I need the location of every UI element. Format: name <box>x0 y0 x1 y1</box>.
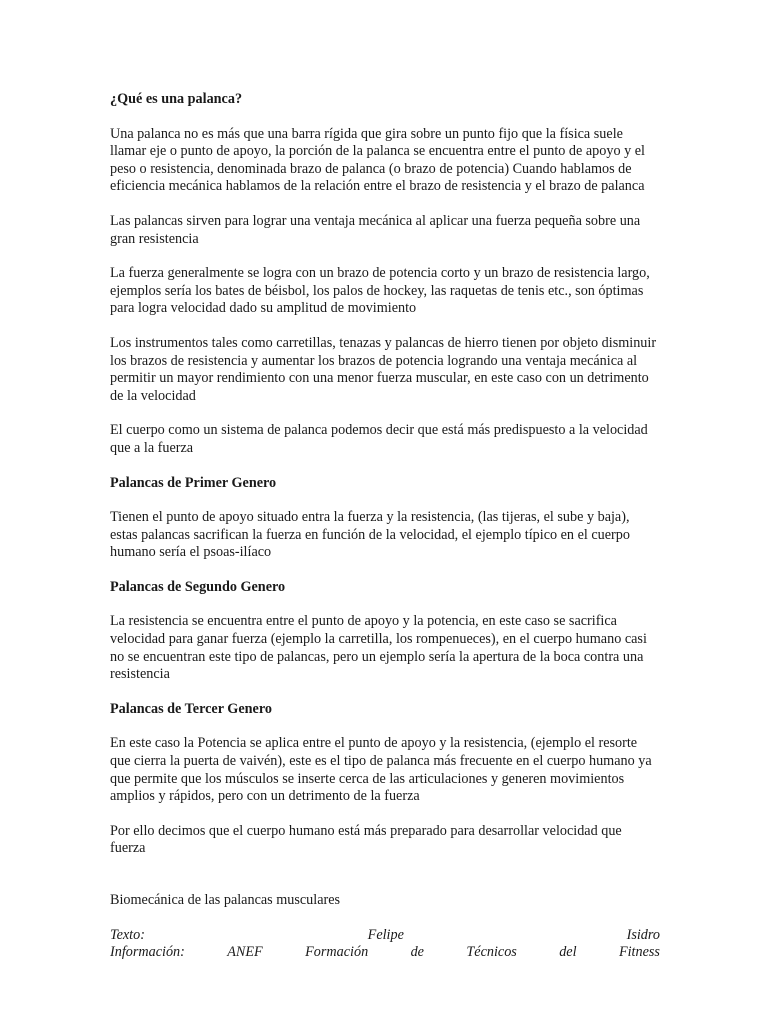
credit-word: Información: <box>110 944 185 961</box>
credit-word: del <box>559 944 577 961</box>
section-heading: Palancas de Primer Genero <box>110 474 277 491</box>
section-text: Tienen el punto de apoyo situado entra la fuerza y la resistencia, (las tijeras, el sube y baja), estas palancas sacrifican la fuerza en función de la velocidad, el ejemplo típico en el cuerpo humano sería el psoas-ilíaco <box>110 509 630 561</box>
credit-word: de <box>410 944 424 961</box>
paragraph: Los instrumentos tales como carretillas, tenazas y palancas de hierro tienen por objeto disminuir los brazos de resistencia y aumentar los brazos de potencia logrando una ventaja mecánica al permitir un mayor rendimiento con una menor fuerza muscular, en este caso con un detrimento de la velocidad <box>110 334 657 404</box>
credit-word: ANEF <box>227 944 263 961</box>
document-title: ¿Qué es una palanca? <box>110 91 243 107</box>
credit-word: Felipe <box>367 926 404 943</box>
section-heading: Palancas de Segundo Genero <box>110 578 286 595</box>
credit-word: Texto: <box>110 926 145 943</box>
document-body <box>110 91 660 962</box>
credit-word: Formación <box>305 944 369 961</box>
credit-word: Isidro <box>626 926 660 943</box>
section-text: En este caso la Potencia se aplica entre el punto de apoyo y la resistencia, (ejemplo el resorte que cierra la puerta de vaivén), este es el tipo de palanca más frecuente en el cuerpo humano ya que permite que los músculos se inserte cerca de las articulaciones y generen movimientos amplios y rápidos, pero con un detrimento de la fuerza <box>110 735 652 805</box>
credits-row-info <box>110 944 660 962</box>
conclusion: Por ello decimos que el cuerpo humano está más preparado para desarrollar velocidad que fuerza <box>110 822 622 857</box>
credits-row-text <box>110 927 660 945</box>
credit-word: Fitness <box>618 944 660 961</box>
section-text: La resistencia se encuentra entre el punto de apoyo y la potencia, en este caso se sacrifica velocidad para ganar fuerza (ejemplo la carretilla, los rompenueces), en el cuerpo humano casi no se encuentran este tipo de palancas, pero un ejemplo sería la apertura de la boca contra una resistencia <box>110 613 647 683</box>
source-title: Biomecánica de las palancas musculares <box>110 892 341 908</box>
paragraph: El cuerpo como un sistema de palanca podemos decir que está más predispuesto a la velocidad que a la fuerza <box>110 422 648 456</box>
credit-word: Técnicos <box>466 944 517 961</box>
section-heading: Palancas de Tercer Genero <box>110 700 272 717</box>
paragraph: Las palancas sirven para lograr una ventaja mecánica al aplicar una fuerza pequeña sobre una gran resistencia <box>110 212 641 247</box>
paragraph: Una palanca no es más que una barra rígida que gira sobre un punto fijo que la física suele llamar eje o punto de apoyo, la porción de la palanca se encuentra entre el punto de apoyo y el peso o resistencia, denominada brazo de palanca (o brazo de potencia) Cuando hablamos de eficiencia mecánica hablamos de la relación entre el brazo de resistencia y el brazo de palanca <box>110 125 645 195</box>
paragraph: La fuerza generalmente se logra con un brazo de potencia corto y un brazo de resistencia largo, ejemplos sería los bates de béisbol, los palos de hockey, las raquetas de tenis etc., son óptimas para logra velocidad dado su amplitud de movimiento <box>110 265 650 317</box>
